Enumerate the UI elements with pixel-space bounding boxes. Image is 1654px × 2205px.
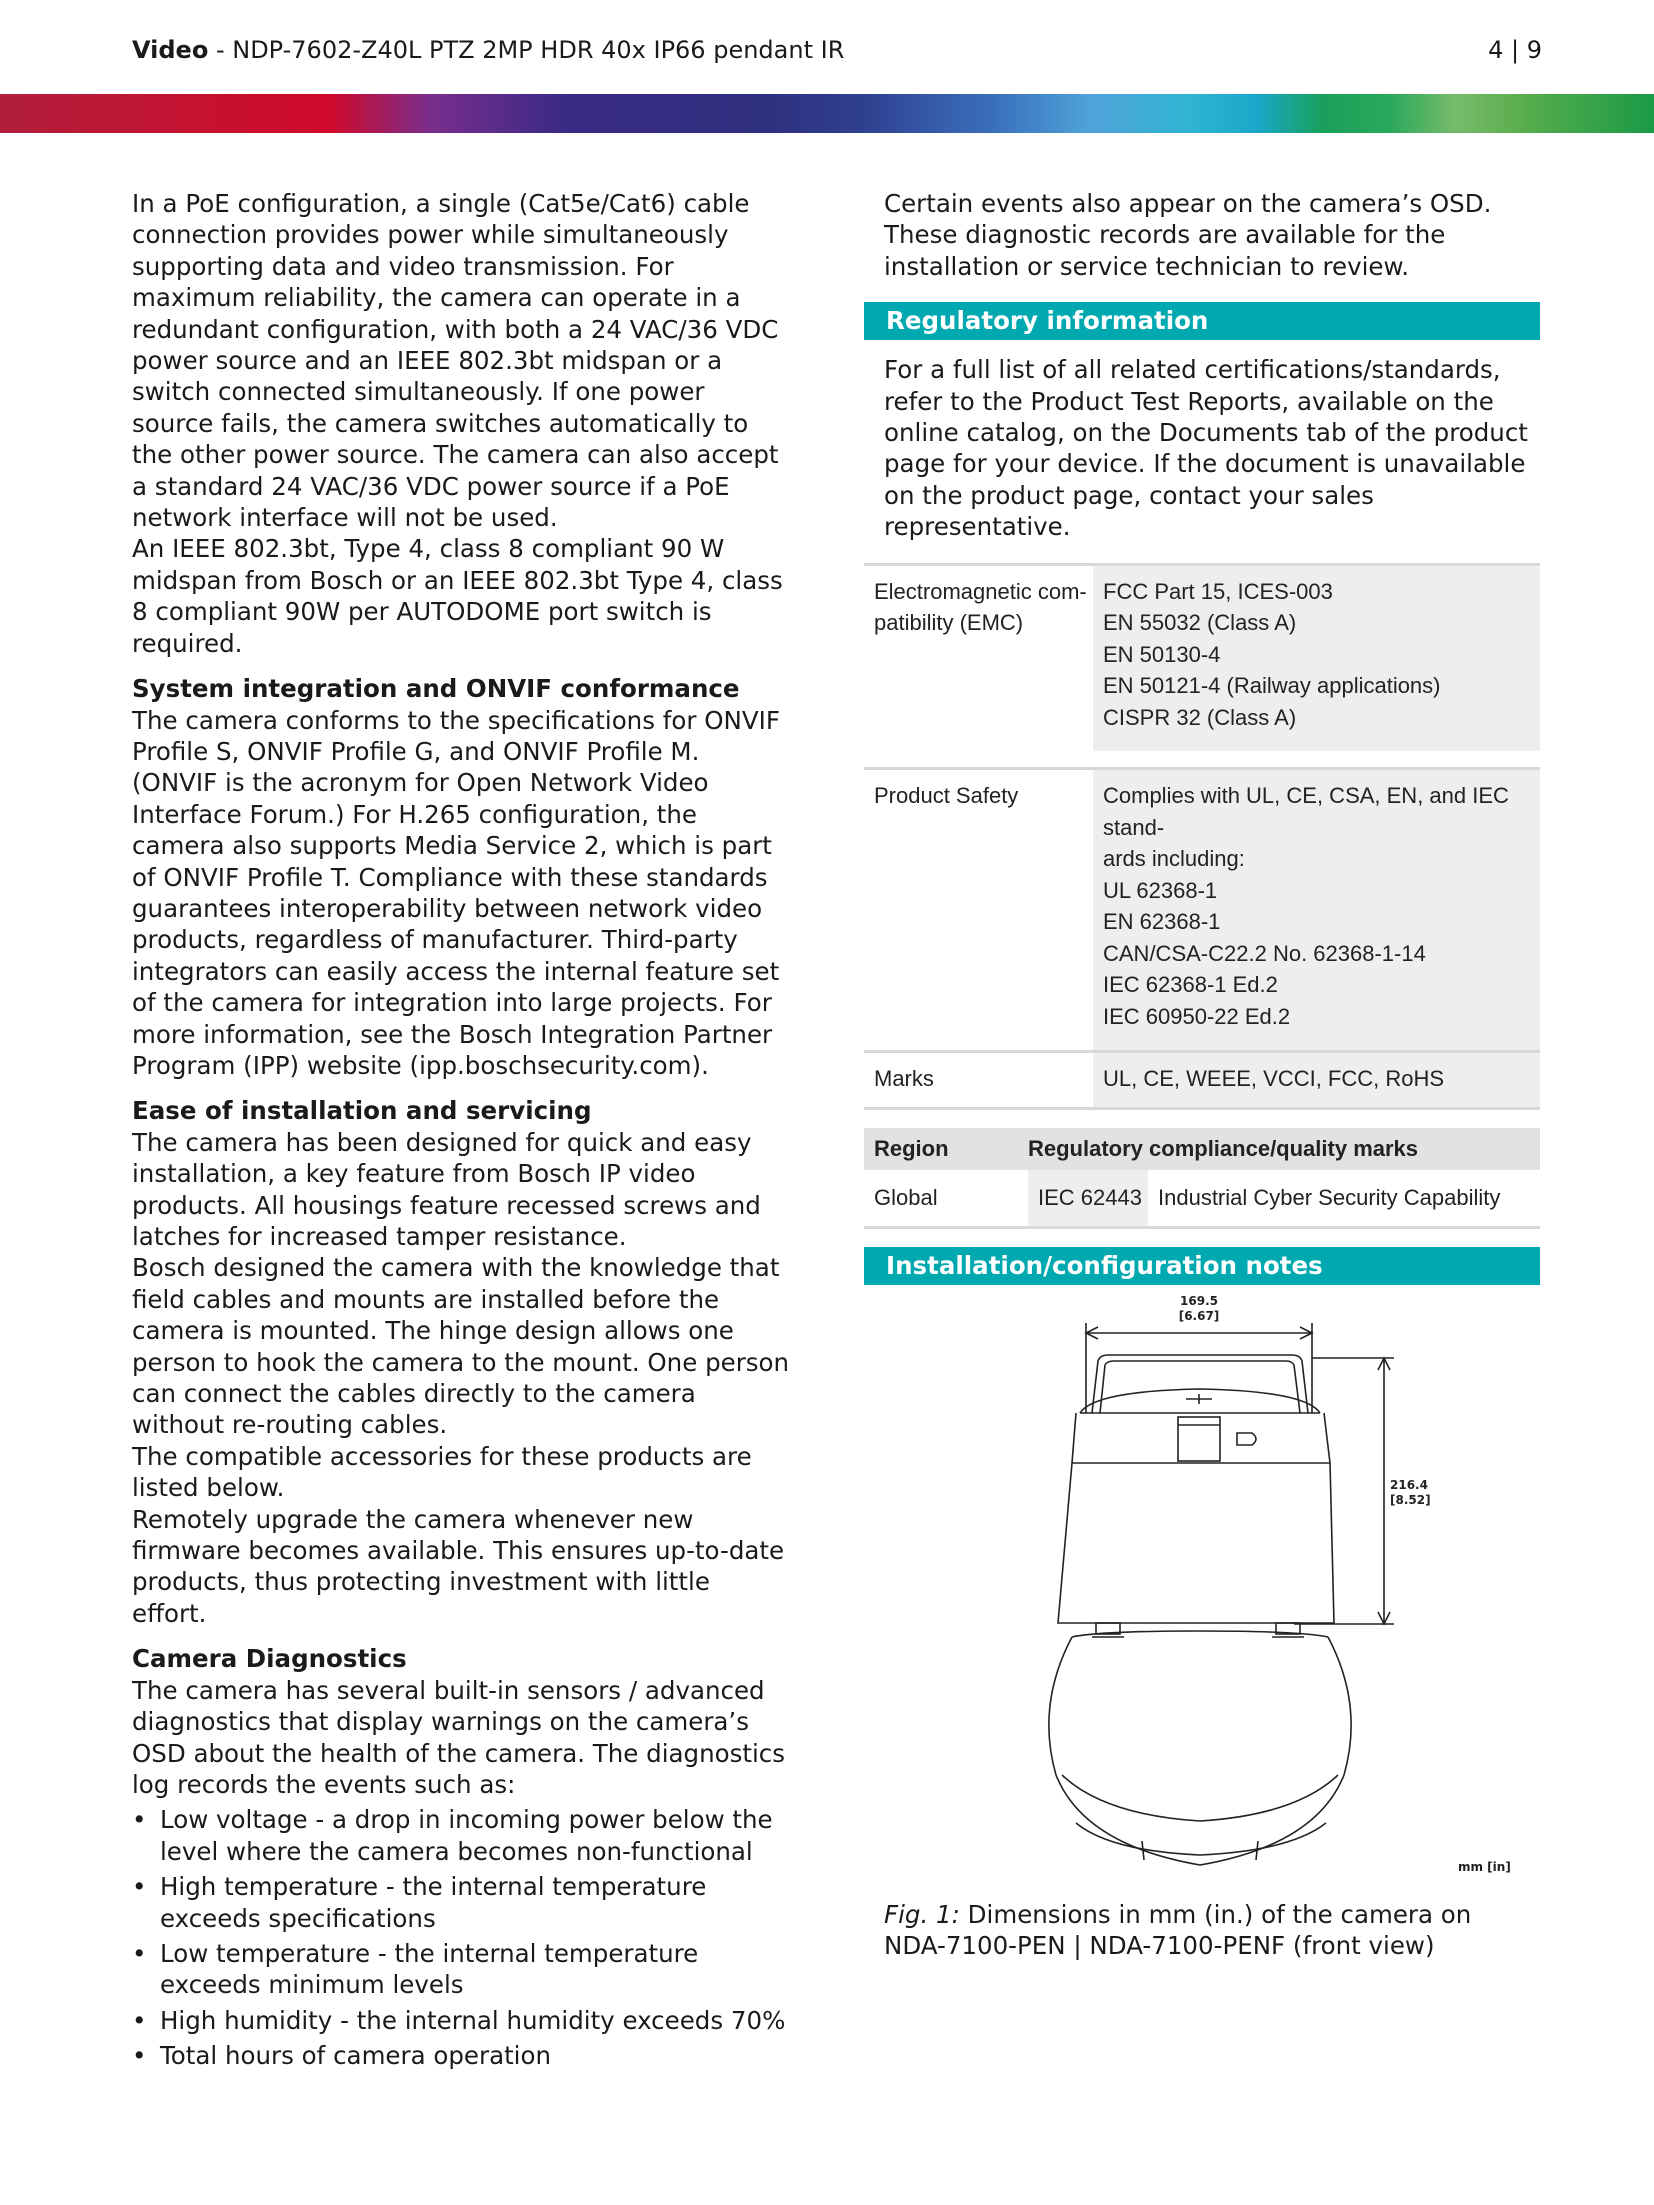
regulatory-paragraph: For a full list of all related certifications/standards, refer to the Product Test Reports, available on the online catalog, on the Documents tab of the product page for your device. If the document is unavailable on the product page, contact your sales representative. (884, 355, 1528, 542)
value-line: EN 62368-1 (1103, 909, 1221, 935)
diagnostics-section (132, 1643, 792, 2071)
row-label (864, 566, 1093, 752)
width-label-mm: 169.5 (1180, 1293, 1218, 1308)
value-line: IEC 60950-22 Ed.2 (1103, 1003, 1291, 1029)
row-label (864, 770, 1093, 1050)
page-header (132, 36, 1542, 70)
units-label: mm [in] (1458, 1859, 1511, 1874)
value-line: IEC 62368-1 Ed.2 (1103, 972, 1278, 998)
compliance-header: Regulatory compliance/quality marks (1028, 1135, 1419, 1161)
table-row (864, 767, 1540, 1050)
list-item: • Low voltage - a drop in incoming power below the level where the camera becomes non-functional (132, 1804, 792, 1867)
title-product-type: Video (132, 36, 209, 64)
diagnostics-paragraph: The camera has several built-in sensors / advanced diagnostics that display warnings on the camera’s OSD about the health of the camera. The diagnostics log records the events such as: (132, 1675, 785, 1799)
value-line: CISPR 32 (Class A) (1103, 704, 1297, 730)
label-line: Electromagnetic com- (874, 578, 1087, 604)
figure-caption (864, 1899, 1540, 1962)
diagnostics-list (132, 1804, 792, 2071)
table-row (864, 563, 1540, 752)
region-header: Region (874, 1135, 949, 1161)
value-line: EN 55032 (Class A) (1103, 610, 1297, 636)
list-item: • High humidity - the internal humidity exceeds 70% (132, 2005, 792, 2036)
list-item: • High temperature - the internal temperature exceeds specifications (132, 1871, 792, 1934)
installation-paragraph-2: Bosch designed the camera with the knowledge that field cables and mounts are installed before the camera is mounted. The hinge design allows one person to hook the camera to the mount. One person can connect the cables directly to the camera without re-routing cables. (132, 1253, 790, 1440)
left-column (132, 188, 792, 2076)
installation-notes-heading: Installation/configuration notes (864, 1247, 1540, 1285)
row-value (1093, 1053, 1540, 1107)
list-item: • Low temperature - the internal temperature exceeds minimum levels (132, 1938, 792, 2001)
installation-paragraph-1: The camera has been designed for quick and easy installation, a key feature from Bosch IP video products. All housings feature recessed screws and latches for increased tamper resistance. (132, 1127, 761, 1251)
dimension-drawing (864, 1285, 1540, 1885)
row-label (864, 1053, 1093, 1107)
installation-paragraph-4: Remotely upgrade the camera whenever new firmware becomes available. This ensures up-to-date products, thus protecting investment with little effort. (132, 1504, 785, 1628)
regulatory-heading: Regulatory information (864, 302, 1540, 340)
value-line: Complies with UL, CE, CSA, EN, and IEC stand- (1103, 783, 1509, 840)
list-item: • Total hours of camera operation (132, 2040, 792, 2071)
value-line: ards including: (1103, 846, 1245, 872)
diagnostics-heading: Camera Diagnostics (132, 1644, 407, 1674)
value-line: FCC Part 15, ICES-003 (1103, 578, 1333, 604)
value-line: CAN/CSA-C22.2 No. 62368-1-14 (1103, 940, 1426, 966)
compliance-table (864, 1128, 1540, 1229)
caption-prefix: Fig. 1: (884, 1899, 960, 1929)
value-line: EN 50121-4 (Railway applications) (1103, 673, 1441, 699)
height-label-mm: 216.4 (1390, 1477, 1428, 1492)
table-header-row (864, 1128, 1540, 1170)
onvif-paragraph: The camera conforms to the specifications for ONVIF Profile S, ONVIF Profile G, and ONVIF Profile M. (ONVIF is the acronym for Open Network Video Interface Forum.) For H.265 configuration, the camera also supports Media Service 2, which is part of ONVIF Profile T. Compliance with these standards guarantees interoperability between network video products, regardless of manufacturer. Third-party integrators can easily access the internal feature set of the camera for integration into large projects. For more information, see the Bosch Integration Partner Program (IPP) website (ipp.boschsecurity.com). (132, 705, 780, 1080)
region-cell: Global (874, 1184, 938, 1210)
certification-table (864, 563, 1540, 1110)
standard-cell: IEC 62443 (1028, 1170, 1148, 1226)
width-label-in: [6.67] (1178, 1308, 1220, 1323)
description-cell: Industrial Cyber Security Capability (1158, 1184, 1501, 1210)
value-line: UL, CE, WEEE, VCCI, FCC, RoHS (1103, 1066, 1445, 1092)
onvif-heading: System integration and ONVIF conformance (132, 674, 740, 704)
label-line: Product Safety (874, 783, 1019, 809)
poe-paragraph: In a PoE configuration, a single (Cat5e/Cat6) cable connection provides power while simultaneously supporting data and video transmission. For maximum reliability, the camera can operate in a redundant configuration, with both a 24 VAC/36 VDC power source and an IEEE 802.3bt midspan or a switch connected simultaneously. If one power source fails, the camera switches automatically to the other power source. The camera can also accept a standard 24 VAC/36 VDC power source if a PoE network interface will not be used. (132, 189, 779, 533)
caption-text: Dimensions in mm (in.) of the camera on NDA-7100-PEN | NDA-7100-PENF (front view) (884, 1899, 1472, 1961)
page-number: 4 | 9 (1488, 36, 1542, 64)
value-line: EN 50130-4 (1103, 641, 1221, 667)
brand-color-band (0, 94, 1654, 133)
title-product-name: - NDP-7602-Z40L PTZ 2MP HDR 40x IP66 pendant IR (208, 36, 845, 64)
midspan-paragraph: An IEEE 802.3bt, Type 4, class 8 compliant 90 W midspan from Bosch or an IEEE 802.3bt Type 4, class 8 compliant 90W per AUTODOME port switch is required. (132, 534, 783, 658)
osd-paragraph: Certain events also appear on the camera’s OSD. These diagnostic records are available for the installation or service technician to review. (884, 189, 1492, 281)
label-line: Marks (874, 1066, 934, 1092)
right-column (864, 188, 1540, 1961)
installation-section (132, 1095, 792, 1629)
table-row (864, 1050, 1540, 1110)
installation-paragraph-3: The compatible accessories for these products are listed below. (132, 1441, 752, 1503)
onvif-section (132, 673, 792, 1081)
installation-heading: Ease of installation and servicing (132, 1096, 592, 1126)
table-row (864, 1170, 1540, 1229)
height-label-in: [8.52] (1390, 1492, 1431, 1507)
document-title (132, 36, 844, 64)
label-line: patibility (EMC) (874, 610, 1024, 636)
row-value (1093, 770, 1540, 1050)
row-value (1093, 566, 1540, 752)
value-line: UL 62368-1 (1103, 877, 1218, 903)
